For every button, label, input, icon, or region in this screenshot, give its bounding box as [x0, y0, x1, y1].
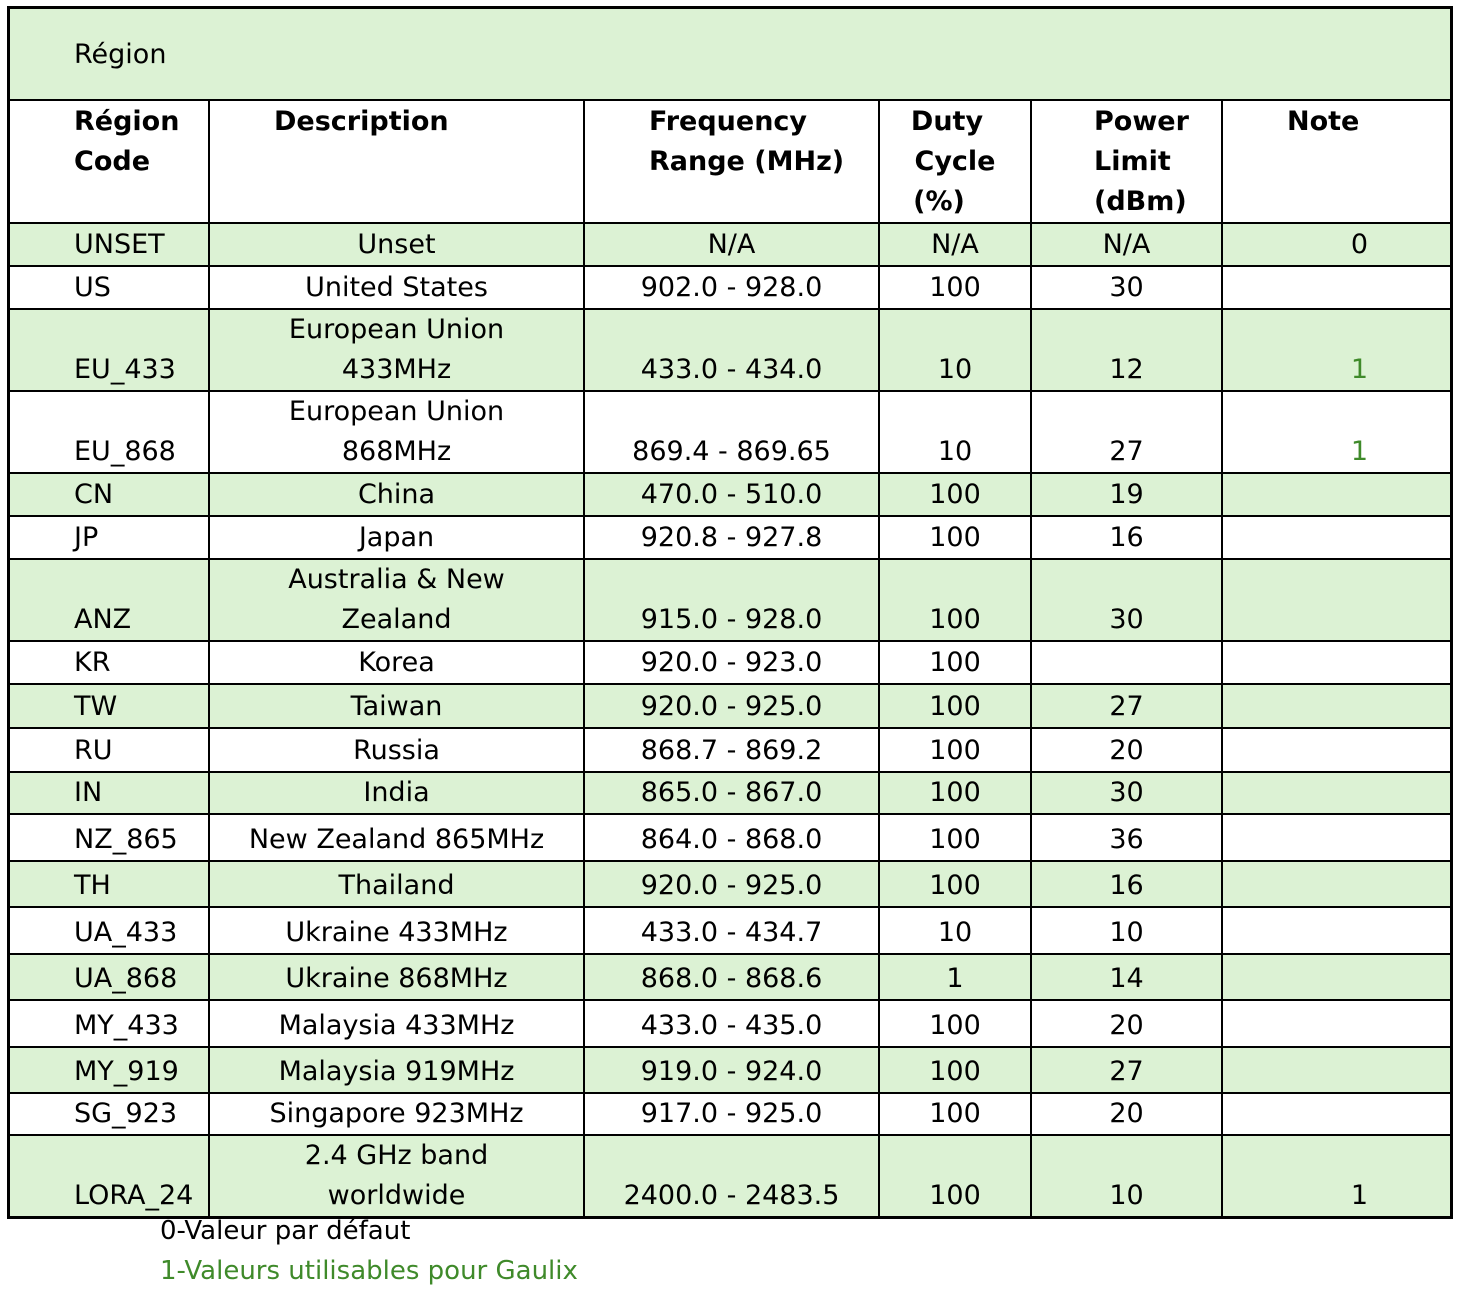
description-line: United States — [305, 272, 488, 303]
footnote-gaulix: 1-Valeurs utilisables pour Gaulix — [160, 1256, 578, 1286]
cell-description — [209, 266, 584, 309]
header-power-limit: Power Limit (dBm) — [1031, 101, 1222, 223]
table-row — [10, 1047, 1450, 1093]
cell-region-code: LORA_24 — [10, 1135, 209, 1216]
description-line: Australia & New — [288, 564, 505, 595]
header-description: Description — [209, 101, 584, 223]
header-frequency-range: Frequency Range (MHz) — [584, 101, 879, 223]
description-line: Korea — [358, 647, 435, 678]
cell-duty-cycle: 100 — [879, 266, 1031, 309]
cell-region-code: MY_919 — [10, 1047, 209, 1093]
table-title-row — [10, 9, 1450, 101]
table-row — [10, 1000, 1450, 1047]
cell-frequency-range: 2400.0 - 2483.5 — [584, 1135, 879, 1216]
cell-description — [209, 223, 584, 266]
cell-note — [1222, 559, 1450, 641]
cell-frequency-range: 915.0 - 928.0 — [584, 559, 879, 641]
footnote-default: 0-Valeur par défaut — [160, 1216, 411, 1246]
cell-description — [209, 1047, 584, 1093]
cell-power-limit: 16 — [1031, 516, 1222, 559]
cell-note — [1222, 473, 1450, 516]
cell-duty-cycle: 100 — [879, 1000, 1031, 1047]
cell-power-limit: 27 — [1031, 684, 1222, 728]
cell-frequency-range: 869.4 - 869.65 — [584, 391, 879, 473]
cell-power-limit: 30 — [1031, 772, 1222, 814]
cell-note — [1222, 772, 1450, 814]
table-body — [10, 223, 1450, 1216]
cell-description — [209, 1000, 584, 1047]
cell-region-code: KR — [10, 641, 209, 684]
description-line: 433MHz — [341, 354, 452, 385]
description-line: Malaysia 919MHz — [278, 1056, 515, 1087]
cell-note — [1222, 814, 1450, 861]
cell-power-limit: 20 — [1031, 728, 1222, 772]
cell-frequency-range: 868.7 - 869.2 — [584, 728, 879, 772]
cell-frequency-range: 920.0 - 925.0 — [584, 861, 879, 907]
cell-duty-cycle: 10 — [879, 309, 1031, 391]
cell-region-code: EU_868 — [10, 391, 209, 473]
cell-frequency-range: 868.0 - 868.6 — [584, 954, 879, 1000]
cell-note — [1222, 516, 1450, 559]
cell-duty-cycle: 100 — [879, 473, 1031, 516]
cell-region-code: RU — [10, 728, 209, 772]
cell-power-limit: 20 — [1031, 1093, 1222, 1135]
cell-region-code: US — [10, 266, 209, 309]
cell-frequency-range: 433.0 - 434.0 — [584, 309, 879, 391]
table-row — [10, 391, 1450, 473]
cell-duty-cycle: 100 — [879, 1135, 1031, 1216]
table-row — [10, 684, 1450, 728]
cell-note — [1222, 1047, 1450, 1093]
cell-region-code: CN — [10, 473, 209, 516]
description-line: New Zealand 865MHz — [248, 824, 545, 855]
cell-frequency-range: 920.8 - 927.8 — [584, 516, 879, 559]
cell-description — [209, 516, 584, 559]
cell-description — [209, 1135, 584, 1216]
description-line: Singapore 923MHz — [269, 1098, 524, 1129]
cell-duty-cycle: N/A — [879, 223, 1031, 266]
description-line: Russia — [353, 735, 440, 766]
cell-description — [209, 559, 584, 641]
cell-description — [209, 907, 584, 954]
cell-duty-cycle: 100 — [879, 641, 1031, 684]
cell-power-limit: 27 — [1031, 1047, 1222, 1093]
cell-description — [209, 641, 584, 684]
table-row — [10, 861, 1450, 907]
table-row — [10, 309, 1450, 391]
table-row — [10, 1093, 1450, 1135]
cell-frequency-range: 470.0 - 510.0 — [584, 473, 879, 516]
description-line: European Union — [288, 314, 505, 345]
cell-description — [209, 728, 584, 772]
cell-duty-cycle: 100 — [879, 1047, 1031, 1093]
cell-description — [209, 954, 584, 1000]
header-row — [10, 101, 1450, 223]
cell-duty-cycle: 100 — [879, 559, 1031, 641]
cell-power-limit: 20 — [1031, 1000, 1222, 1047]
cell-power-limit: 10 — [1031, 1135, 1222, 1216]
cell-description — [209, 684, 584, 728]
table-row — [10, 1135, 1450, 1216]
cell-note — [1222, 641, 1450, 684]
header-duty-cycle: Duty Cycle (%) — [879, 101, 1031, 223]
description-line: Thailand — [338, 870, 455, 901]
table-row — [10, 728, 1450, 772]
cell-note: 0 — [1222, 223, 1450, 266]
description-line: Unset — [357, 229, 436, 260]
cell-note: 1 — [1222, 391, 1450, 473]
table-row — [10, 223, 1450, 266]
cell-description — [209, 473, 584, 516]
cell-frequency-range: 864.0 - 868.0 — [584, 814, 879, 861]
cell-description — [209, 861, 584, 907]
cell-power-limit: 12 — [1031, 309, 1222, 391]
cell-power-limit: N/A — [1031, 223, 1222, 266]
cell-frequency-range: 920.0 - 925.0 — [584, 684, 879, 728]
cell-power-limit: 10 — [1031, 907, 1222, 954]
cell-duty-cycle: 1 — [879, 954, 1031, 1000]
description-line: Japan — [358, 522, 435, 553]
cell-power-limit: 14 — [1031, 954, 1222, 1000]
cell-duty-cycle: 10 — [879, 907, 1031, 954]
description-line: Ukraine 433MHz — [285, 917, 508, 948]
header-note: Note — [1222, 101, 1450, 223]
table-row — [10, 641, 1450, 684]
table-row — [10, 559, 1450, 641]
cell-power-limit: 30 — [1031, 559, 1222, 641]
table-row — [10, 907, 1450, 954]
table-row — [10, 772, 1450, 814]
cell-note — [1222, 266, 1450, 309]
cell-description — [209, 772, 584, 814]
cell-frequency-range: 902.0 - 928.0 — [584, 266, 879, 309]
cell-region-code: JP — [10, 516, 209, 559]
cell-description — [209, 814, 584, 861]
cell-frequency-range: 433.0 - 435.0 — [584, 1000, 879, 1047]
cell-frequency-range: 865.0 - 867.0 — [584, 772, 879, 814]
description-line: Taiwan — [350, 691, 443, 722]
cell-region-code: EU_433 — [10, 309, 209, 391]
cell-duty-cycle: 100 — [879, 728, 1031, 772]
cell-region-code: MY_433 — [10, 1000, 209, 1047]
description-line: Zealand — [341, 604, 452, 635]
cell-note — [1222, 1093, 1450, 1135]
cell-note: 1 — [1222, 1135, 1450, 1216]
cell-region-code: UA_433 — [10, 907, 209, 954]
cell-duty-cycle: 100 — [879, 1093, 1031, 1135]
cell-power-limit: 19 — [1031, 473, 1222, 516]
cell-duty-cycle: 100 — [879, 814, 1031, 861]
cell-duty-cycle: 100 — [879, 684, 1031, 728]
description-line: Ukraine 868MHz — [285, 963, 508, 994]
cell-frequency-range: 433.0 - 434.7 — [584, 907, 879, 954]
cell-description — [209, 391, 584, 473]
cell-frequency-range: 920.0 - 923.0 — [584, 641, 879, 684]
description-line: worldwide — [327, 1180, 466, 1211]
cell-note — [1222, 907, 1450, 954]
cell-note — [1222, 861, 1450, 907]
table-row — [10, 954, 1450, 1000]
cell-region-code: TW — [10, 684, 209, 728]
table-title: Région — [74, 38, 167, 70]
cell-description — [209, 309, 584, 391]
description-line: India — [363, 777, 430, 808]
cell-duty-cycle: 100 — [879, 772, 1031, 814]
cell-region-code: TH — [10, 861, 209, 907]
cell-region-code: ANZ — [10, 559, 209, 641]
cell-frequency-range: 919.0 - 924.0 — [584, 1047, 879, 1093]
description-line: 868MHz — [341, 436, 452, 467]
cell-duty-cycle: 100 — [879, 861, 1031, 907]
cell-description — [209, 1093, 584, 1135]
description-line: European Union — [288, 396, 505, 427]
cell-note — [1222, 684, 1450, 728]
cell-power-limit: 30 — [1031, 266, 1222, 309]
cell-note — [1222, 954, 1450, 1000]
cell-power-limit: 16 — [1031, 861, 1222, 907]
cell-region-code: NZ_865 — [10, 814, 209, 861]
cell-region-code: SG_923 — [10, 1093, 209, 1135]
cell-region-code: IN — [10, 772, 209, 814]
cell-region-code: UNSET — [10, 223, 209, 266]
description-line: China — [357, 479, 436, 510]
cell-duty-cycle: 10 — [879, 391, 1031, 473]
cell-note — [1222, 728, 1450, 772]
header-region-code: Région Code — [10, 101, 209, 223]
table-row — [10, 473, 1450, 516]
cell-power-limit: 27 — [1031, 391, 1222, 473]
region-table — [10, 101, 1450, 1216]
description-line: 2.4 GHz band — [304, 1140, 489, 1171]
cell-duty-cycle: 100 — [879, 516, 1031, 559]
table-row — [10, 516, 1450, 559]
region-table-sheet — [7, 6, 1453, 1219]
cell-note: 1 — [1222, 309, 1450, 391]
table-row — [10, 266, 1450, 309]
cell-frequency-range: N/A — [584, 223, 879, 266]
cell-note — [1222, 1000, 1450, 1047]
cell-power-limit: 36 — [1031, 814, 1222, 861]
description-line: Malaysia 433MHz — [278, 1010, 515, 1041]
cell-frequency-range: 917.0 - 925.0 — [584, 1093, 879, 1135]
table-row — [10, 814, 1450, 861]
cell-region-code: UA_868 — [10, 954, 209, 1000]
cell-power-limit — [1031, 641, 1222, 684]
